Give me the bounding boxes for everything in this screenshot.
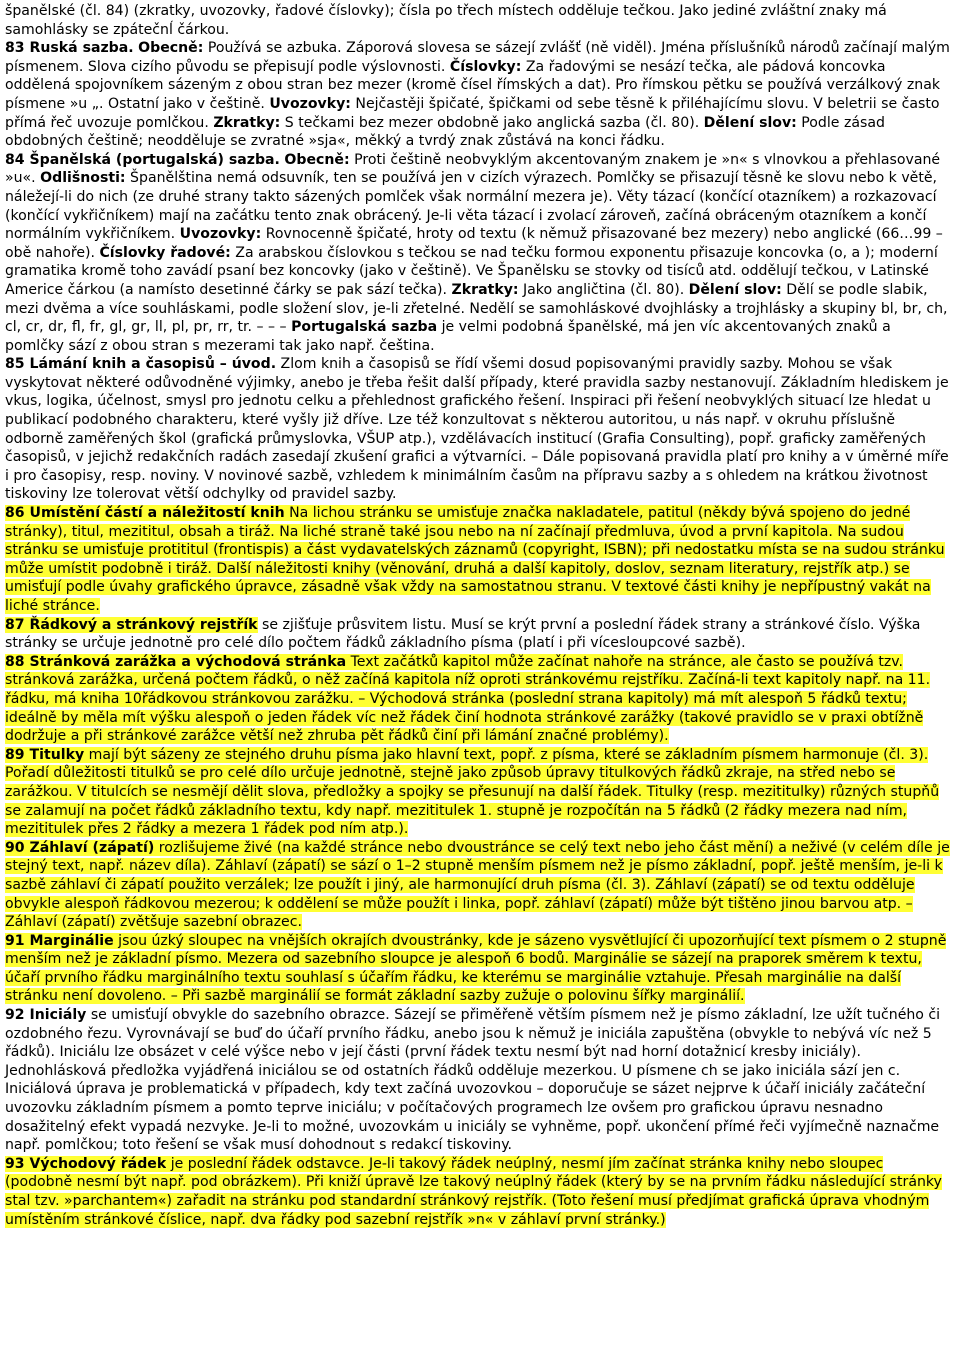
- paragraph: [5, 355, 954, 504]
- paragraph-text: Za řadovými se nesází tečka, ale pádová koncovka oddělená spojovníkem sázeným z obou stran bez mezer (kromě čísel římských a dat). Pro římskou pětku se používá verzálkový znak písmene »u „. Ostatní jako v češtině.: [5, 58, 941, 112]
- paragraph-text: Španělština nemá odsuvník, ten se používá jen v cizích výrazech. Pomlčky se přisazují těsně ke slovu nebo k větě, náležejí-li do nich (ze druhé strany takto sázených pomlček však normální mezera je). Věty tázací (končící otazníkem) a rozkazovací (končící vykřičníkem) mají na začátku tento znak obrácený. Je-li věta tázací i zvolací zároveň, začíná obráceným otazníkem a končí normálním vykřičníkem.: [5, 170, 938, 243]
- paragraph: [5, 746, 954, 839]
- bold-heading-text: 87 Řádkový a stránkový rejstřík: [5, 616, 258, 633]
- bold-heading-text: Uvozovky:: [179, 226, 262, 243]
- bold-heading-text: Zkratky:: [451, 281, 519, 298]
- paragraph-text: Text začátků kapitol může začínat nahoře na stránce, ale často se používá tzv. stránková zarážka, určená počtem řádků, o něž začíná kapitola níž oproti stránkovému rejstříku. Začíná-li text kapitoly např. na 11. řádku, má kniha 10řádkovou stránkovou zarážku. – Východová stránka (poslední strana kapitoly) má mít alespoň 5 řádků textu; ideálně by měla mít výšku alespoň o jeden řádek víc než řádek činí hodnota stránkové zarážky (takové pravidlo se v praxi obtížně dodržuje a při stránkové zarážce větší než zhruba pět řádků činí při lámání značné problémy).: [5, 653, 931, 745]
- paragraph: [5, 504, 954, 616]
- paragraph-text: Zlom knih a časopisů se řídí všemi dosud popisovanými pravidly sazby. Mohou se však vyskytovat některé odůvodněné výjimky, anebo je třeba řešit další případy, které pravidla sazby nestanovují. Základním hlediskem je vkus, logika, účelnost, smysl pro jednotu celku a přehlednost grafického řešení. Inspiraci při řešení neobvyklých situací lze hledat u publikací podobného charakteru, které vyšly již dříve. Lze též konzultovat s některou autoritou, u nás např. v okruhu příslušně odborně zaměřených škol (grafická průmyslovka, VŠUP atp.), vzdělávacích institucí (Grafia Consulting), popř. graficky zaměřených časopisů, v jejichž redakčních radách zasedají zkušení grafici a výtvarníci. – Dále popisovaná pravidla platí pro knihy a v úměrné míře i pro časopisy, resp. noviny. V novinové sazbě, vzhledem k minimálním časům na přípravu sazby a s ohledem na krátkou životnost tiskoviny lze tolerovat větší odchylky od pravidel sazby.: [5, 356, 949, 503]
- paragraph-text: Za arabskou číslovkou s tečkou se nad tečku formou exponentu přisazuje koncovka (o, a ); moderní gramatika kromě toho zavádí psaní bez koncovky (jako v češtině). Ve Španělsku se stovky od tisíců atd. oddělují tečkou, v Latinské Americe čárkou (a namísto desetinné čárky se pak sází tečka).: [5, 244, 938, 298]
- paragraph-text: Proti češtině neobvyklým akcentovaným znakem je »n« s vlnovkou a přehlasované »u«.: [5, 151, 941, 187]
- paragraph: [5, 932, 954, 1006]
- paragraph: [5, 1155, 954, 1229]
- bold-heading-text: Číslovky řadové:: [99, 244, 231, 261]
- bold-heading-text: Portugalská sazba: [291, 319, 438, 336]
- paragraph-text: se umisťují obvykle do sazebního obrazce. Sázejí se přiměřeně větším písmem než je písmo základní, lze užít tučného či ozdobného řezu. Vyrovnávají se buď do účaří prvního řádku, anebo jsou k němuž je iniciála zapuštěna (obvykle to nebývá víc než 5 řádků). Iniciálu lze obsázet v celé výšce nebo v její části (první řádek textu nesmí být nad horní dotažnicí kresby iniciály). Jednohlásková předložka vyjádřená iniciálou se od ostatních řádků odděluje mezerkou. U písmene ch se jako iniciála sází jen c. Iniciálová úprava je problematická v případech, kdy text začíná uvozovkou – doporučuje se sázet nejprve k účaří iniciály začáteční uvozovku základním písmem a pomto teprve iniciálu; v počítačových programech lze ovšem pro grafickou úpravu nesnadno dosažitelný efekt vypadá nezvyke. Je-li to možné, uvozovkám u iniciály se vyhněme, popř. ukončení přímé řeči vyjímečně naznačme např. pomlčkou; toto řešení se však musí dohodnout s redakcí tiskoviny.: [5, 1007, 941, 1154]
- bold-heading-text: 83 Ruská sazba.: [5, 40, 134, 57]
- paragraph: [5, 1006, 954, 1155]
- bold-heading-text: Zkratky:: [213, 114, 281, 131]
- paragraph-text: je poslední řádek odstavce. Je-li takový řádek neúplný, nesmí jím začínat stránka knihy nebo sloupec (podobně nesmí být např. pod obrázkem). Při kniží úpravě lze takový neúplný řádek (který by se na prvním řádku následující stránky stal tzv. »parchantem«) zařadit na stránku pod standardní stránkový rejstřík. (Toto řešení musí předjímat grafická úprava vhodným umístěním stránkové číslice, např. dva řádky pod sazební rejstřík »n« v záhlaví první stránky.): [5, 1155, 942, 1228]
- paragraph-text: mají být sázeny ze stejného druhu písma jako hlavní text, popř. z písma, které se základním písmem harmonuje (čl. 3). Pořadí důležitosti titulků se pro celé dílo určuje jednotně, stejně jako způsob úpravy titulkových řádků zkraje, na střed nebo se zarážkou. V titulcích se nesmějí dělit slova, předložky a spojky se přesunují na další řádek. Titulky (resp. mezititulky) různých stupňů se zalamují na počet řádků základního textu, kdy např. mezititulek 1. stupně je rozpočítán na 5 řádků (2 řádky mezera nad ním, mezititulek přes 2 řádky a mezera 1 řádek pod ním atp.).: [5, 746, 940, 838]
- bold-heading-text: 86 Umístění částí a náležitostí knih: [5, 505, 285, 522]
- paragraph: [5, 616, 954, 653]
- paragraph-text: Používá se azbuka. Záporová slovesa se sázejí zvlášť (ně viděl). Jména příslušníků národů začínají malým písmenem. Slova cizího původu se přepisují podle výslovnosti.: [5, 40, 950, 75]
- bold-heading-text: 89 Titulky: [5, 746, 85, 763]
- paragraph: [5, 2, 954, 39]
- bold-heading-text: 92 Iniciály: [5, 1007, 87, 1024]
- bold-heading-text: 91 Marginálie: [5, 932, 114, 949]
- paragraph: [5, 151, 954, 356]
- paragraph: [5, 39, 954, 151]
- bold-heading-text: 93 Východový řádek: [5, 1155, 167, 1172]
- bold-heading-text: 84 Španělská (portugalská) sazba.: [5, 151, 280, 168]
- paragraph-text: se zjišťuje průsvitem listu. Musí se krýt první a poslední řádek strany a stránkové číslo. Výška stránky se určuje jednotně pro celé dílo počtem řádků základního písma (platí i při vícesloupcové sazbě).: [5, 616, 921, 652]
- bold-heading-text: Obecně:: [138, 40, 204, 57]
- bold-heading-text: 88 Stránková zarážka a východová stránka: [5, 653, 347, 670]
- bold-heading-text: Odlišnosti:: [40, 170, 126, 187]
- bold-heading-text: Dělení slov:: [688, 281, 782, 298]
- paragraph-text: je velmi podobná španělské, má jen víc akcentovaných znaků a pomlčky sází z obou stran s mezerami tak jako např. čeština.: [5, 319, 891, 354]
- paragraph-text: Na lichou stránku se umisťuje značka nakladatele, patitul (někdy bývá spojeno do jedné stránky), titul, mezititul, obsah a tiráž. Na liché straně také jsou nebo na ní začínají předmluva, úvod a první kapitola. Na sudou stránku se umisťuje protititul (frontispis) a část vydavatelských záznamů (copyright, ISBN); při nedostatku místa se na sudou stránku může umístit podobně i tiráž. Další náležitosti knihy (věnování, druhá a další kapitoly, doslov, seznam literatury, rejstřík atp.) se umisťují podle úvahy grafického úpravce, zásadně však vždy na samostatnou stranu. V textové části knihy je nepřípustný vakát na liché stránce.: [5, 505, 945, 614]
- paragraph-text: Nejčastěji špičaté, špičkami od sebe těsně k přiléhajícímu slovu. V beletrii se často přímá řeč uvozuje pomlčkou.: [5, 95, 940, 131]
- paragraph-text: rozlišujeme živé (na každé stránce nebo dvoustránce se celý text nebo jeho část mění) a neživé (v celém díle je stejný text, např. název díla). Záhlaví (zápatí) se sází o 1–2 stupně menším písmem než je písmo základní, popř. ještě menším, je-li k sazbě záhlaví či zápatí použito verzálek; lze použít i jiný, ale harmonující druh písma (čl. 3). Záhlaví (zápatí) se od textu odděluje obvykle alespoň řádkovou mezerou; k oddělení se může použít i linka, popř. záhlaví (zápatí) může být tištěno jinou barvou atp. – Záhlaví (zápatí) zvětšuje sazební obrazec.: [5, 839, 950, 931]
- paragraph-text: S tečkami bez mezer obdobně jako anglická sazba (čl. 80).: [280, 114, 704, 131]
- paragraph-text: Rovnocenně špičaté, hroty od textu (k němuž přisazované bez mezery) nebo anglické (66…99 – obě nahoře).: [5, 226, 943, 261]
- paragraph-text: Dělí se podle slabik, mezi dvěma a více souhláskami, podle složení slov, je-li zřetelné. Nedělí se samohláskové dvojhlásky a trojhlásky a skupiny bl, br, ch, cl, cr, dr, fl, fr, gl, gr, ll, pl, pr, rr, tr. – – –: [5, 281, 948, 336]
- paragraph: [5, 839, 954, 932]
- paragraph-text: Podle zásad obdobných češtině; neodděluje se zvratné »sja«, měkký a tvrdý znak zůstává na konci řádku.: [5, 114, 885, 150]
- bold-heading-text: Číslovky:: [449, 58, 522, 75]
- paragraph: [5, 653, 954, 746]
- paragraph-text: španělské (čl. 84) (zkratky, uvozovky, řadové číslovky); čísla po třech místech odděluje tečkou. Jako jediné zvláštní znaky má samohlásky se zpátečnĺ čárkou.: [5, 3, 887, 38]
- bold-heading-text: 90 Záhlaví (zápatí): [5, 839, 155, 856]
- bold-heading-text: Dělení slov:: [703, 114, 797, 131]
- bold-heading-text: Obecně:: [284, 151, 350, 168]
- paragraph-text: Jako angličtina (čl. 80).: [518, 281, 689, 298]
- bold-heading-text: Uvozovky:: [269, 95, 351, 112]
- bold-heading-text: 85 Lámání knih a časopisů – úvod.: [5, 356, 277, 373]
- paragraph-text: jsou úzký sloupec na vnějších okrajích dvoustránky, kde je sázeno vysvětlující či upozorňující text písmem o 2 stupně menším než je základní písmo. Mezera od sazebního sloupce je alespoň 6 bodů. Marginálie se sázejí na praporek směrem k textu, účaří prvního řádku marginálního textu souhlasí s účařím řádku, ke kterému se marginálie vztahuje. Přesah marginálie na další stránku není dovoleno. – Při sazbě marginálií se formát základní sazby zužuje o polovinu šířky marginálií.: [5, 932, 947, 1005]
